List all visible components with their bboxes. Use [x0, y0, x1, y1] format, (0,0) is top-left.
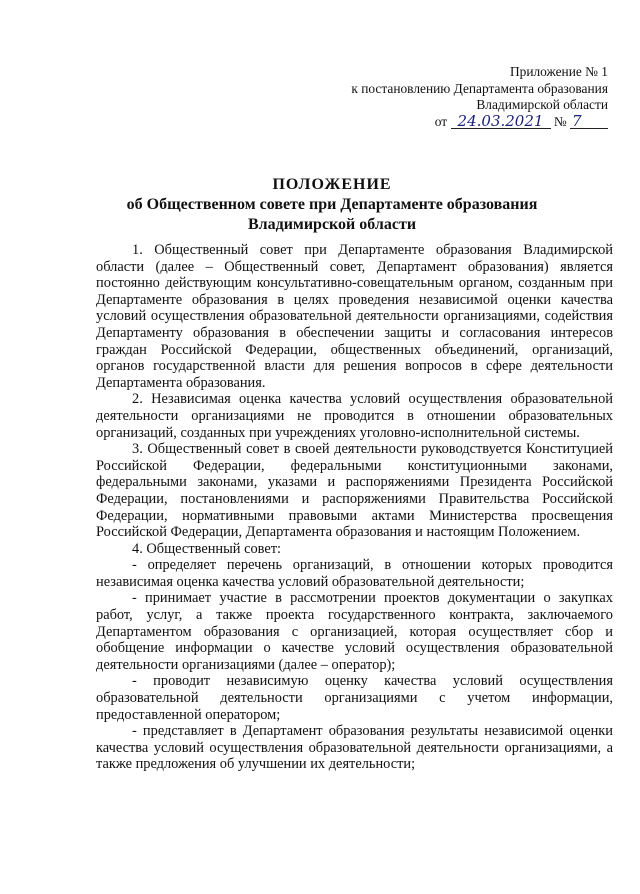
- paragraph-4: 4. Общественный совет:: [132, 540, 282, 557]
- attachment-title: Приложение № 1: [509, 64, 608, 79]
- date-prefix: от: [434, 113, 448, 129]
- paragraph-3: 3. Общественный совет в своей деятельности руководствуется Конституцией Российской Федерации, федеральными конституционными законами, федеральными законами, указами и распоряжениями Президента Российской Федерации, постановлениями и распоряжениями Правительства Российской Федерации, нормативными правовыми актами Министерства просвещения Российской Федерации, Департамента образования и настоящим Положением.: [96, 441, 613, 541]
- document-title: [60, 175, 604, 235]
- list-item-1: - определяет перечень организаций, в отношении которых проводится независимая оценка качества условий образовательной деятельности;: [96, 557, 613, 590]
- list-item-3: - проводит независимую оценку качества условий осуществления образовательной деятельности организациями с учетом информации, предоставленной оператором;: [96, 673, 613, 723]
- attachment-date-line: [348, 111, 608, 131]
- list-item-2: - принимает участие в рассмотрении проектов документации о закупках работ, услуг, а также проекта государственного контракта, заключаемого Департаментом образования с организацией, которая осуществляет сбор и обобщение информации о качестве условий осуществления образовательной деятельности организациями (далее – оператор);: [96, 590, 613, 673]
- title-subtitle-1: об Общественном совете при Департаменте образования: [126, 196, 538, 213]
- list-item-4: - представляет в Департамент образования результаты независимой оценки качества условий осуществления образовательной деятельности организациями, а также предложения об улучшении их деятельности;: [96, 723, 613, 773]
- handwritten-date: 24.03.2021: [451, 114, 551, 129]
- paragraph-2: 2. Независимая оценка качества условий осуществления образовательной деятельности организациями не проводится в отношении образовательных организаций, созданных при учреждениях уголовно-исполнительной системы.: [96, 391, 613, 441]
- handwritten-number: 7: [570, 114, 608, 129]
- title-subtitle-2: Владимирской области: [247, 216, 417, 233]
- attachment-header: [348, 64, 608, 130]
- number-prefix: №: [553, 113, 567, 129]
- document-body: [96, 242, 613, 773]
- paragraph-1: 1. Общественный совет при Департаменте образования Владимирской области (далее – Общественный совет, Департамент образования) является постоянно действующим консультативно-совещательным органом, созданным при Департаменте образования в целях проведения независимой оценки качества условий осуществления образовательной деятельности организациями, содействия Департаменту образования в обеспечении защиты и согласования интересов граждан Российской Федерации, общественных объединений, организаций, органов государственной власти для решения вопросов в сфере деятельности Департамента образования.: [96, 242, 613, 391]
- title-main: ПОЛОЖЕНИЕ: [272, 176, 392, 193]
- attachment-region: Владимирской области: [476, 97, 608, 112]
- attachment-reference: к постановлению Департамента образования: [351, 80, 608, 96]
